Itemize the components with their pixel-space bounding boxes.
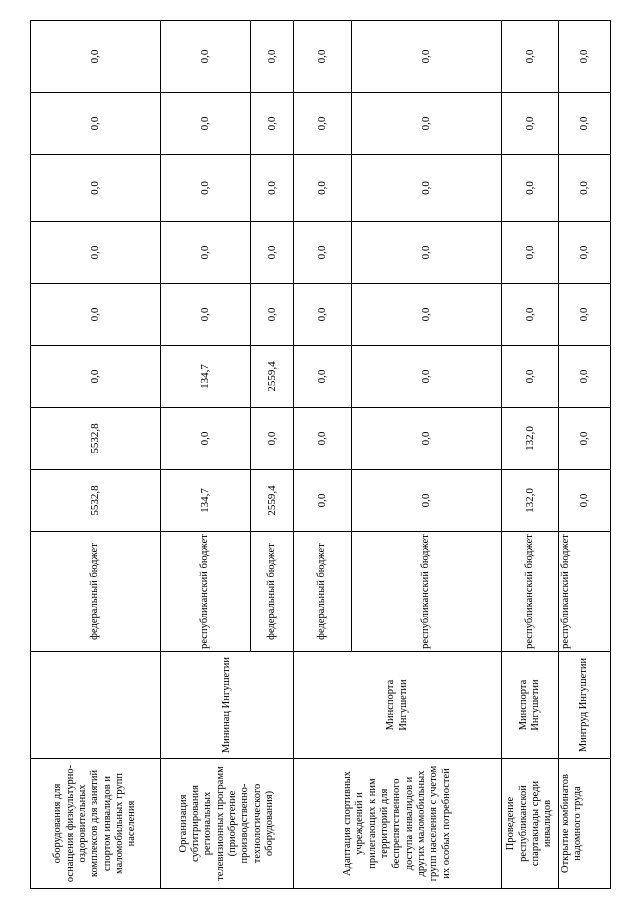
value-year: 0,0	[294, 93, 352, 155]
value-year: 0,0	[31, 21, 161, 93]
executor	[31, 652, 161, 759]
value-total: 0,0	[294, 470, 352, 532]
value-total: 5532,8	[31, 470, 161, 532]
table-row	[161, 21, 251, 889]
value-year: 0,0	[251, 155, 294, 222]
value-total: 0,0	[559, 470, 611, 532]
value-year: 0,0	[352, 346, 502, 408]
value-year: 0,0	[161, 21, 251, 93]
measure-name: оборудования для оснащения физкультурно-оздоровительных комплексов для занятий спортом инвалидов и маломобильных групп населения	[31, 759, 161, 889]
value-year: 0,0	[502, 222, 559, 284]
measure-name: Организация субтитрирования региональных телевизионных программ (приобретение производственно-технологического оборудования)	[161, 759, 294, 889]
value-year: 0,0	[559, 222, 611, 284]
budget-source: федеральный бюджет	[294, 532, 352, 652]
budget-source: федеральный бюджет	[31, 532, 161, 652]
value-year: 0,0	[559, 155, 611, 222]
value-year: 0,0	[502, 155, 559, 222]
table-row	[502, 21, 559, 889]
value-year: 0,0	[161, 155, 251, 222]
value-year: 0,0	[31, 93, 161, 155]
value-year: 0,0	[251, 21, 294, 93]
value-total: 132,0	[502, 470, 559, 532]
value-year: 0,0	[161, 284, 251, 346]
value-year: 0,0	[559, 408, 611, 470]
value-year: 0,0	[352, 155, 502, 222]
value-year: 0,0	[294, 408, 352, 470]
table-row	[559, 21, 611, 889]
budget-source: федеральный бюджет	[251, 532, 294, 652]
value-year: 0,0	[352, 93, 502, 155]
value-year: 0,0	[559, 346, 611, 408]
value-year: 0,0	[31, 346, 161, 408]
budget-source: республиканский бюджет	[559, 532, 611, 652]
value-total: 0,0	[352, 470, 502, 532]
budget-source: республиканский бюджет	[352, 532, 502, 652]
value-year: 0,0	[502, 93, 559, 155]
value-year: 0,0	[559, 284, 611, 346]
value-year: 0,0	[502, 284, 559, 346]
value-year: 0,0	[161, 408, 251, 470]
value-year: 0,0	[31, 222, 161, 284]
value-year: 0,0	[251, 93, 294, 155]
value-year: 0,0	[294, 21, 352, 93]
value-year: 0,0	[31, 284, 161, 346]
value-year: 0,0	[294, 284, 352, 346]
value-total: 2559,4	[251, 470, 294, 532]
value-year: 0,0	[352, 21, 502, 93]
value-year: 0,0	[352, 408, 502, 470]
executor: Минспорта Ингушетии	[502, 652, 559, 759]
value-total: 134,7	[161, 470, 251, 532]
measure-name: Проведение республиканской спартакиады среди инвалидов	[502, 759, 559, 889]
value-year: 5532,8	[31, 408, 161, 470]
value-year: 0,0	[352, 284, 502, 346]
value-year: 0,0	[31, 155, 161, 222]
executor: Минтруд Ингушетии	[559, 652, 611, 759]
value-year: 132,0	[502, 408, 559, 470]
budget-table	[30, 20, 611, 889]
measure-name: Открытие комбинатов надомного труда	[559, 759, 611, 889]
table-row	[31, 21, 161, 889]
value-year: 134,7	[161, 346, 251, 408]
value-year: 0,0	[559, 93, 611, 155]
value-year: 2559,4	[251, 346, 294, 408]
value-year: 0,0	[161, 222, 251, 284]
value-year: 0,0	[294, 222, 352, 284]
executor: Минспорта Ингушетии	[294, 652, 502, 759]
value-year: 0,0	[251, 222, 294, 284]
value-year: 0,0	[559, 21, 611, 93]
budget-source: республиканский бюджет	[502, 532, 559, 652]
value-year: 0,0	[294, 346, 352, 408]
value-year: 0,0	[352, 222, 502, 284]
value-year: 0,0	[502, 346, 559, 408]
table-row	[294, 21, 352, 889]
budget-source: республиканский бюджет	[161, 532, 251, 652]
executor: Мининац Ингушетии	[161, 652, 294, 759]
value-year: 0,0	[161, 93, 251, 155]
measure-name: Адаптация спортивных учреждений и прилегающих к ним территорий для беспрепятственного доступа инвалидов и других маломобильных групп населения с учетом их особых потребностей	[294, 759, 502, 889]
value-year: 0,0	[251, 408, 294, 470]
value-year: 0,0	[251, 284, 294, 346]
value-year: 0,0	[502, 21, 559, 93]
value-year: 0,0	[294, 155, 352, 222]
